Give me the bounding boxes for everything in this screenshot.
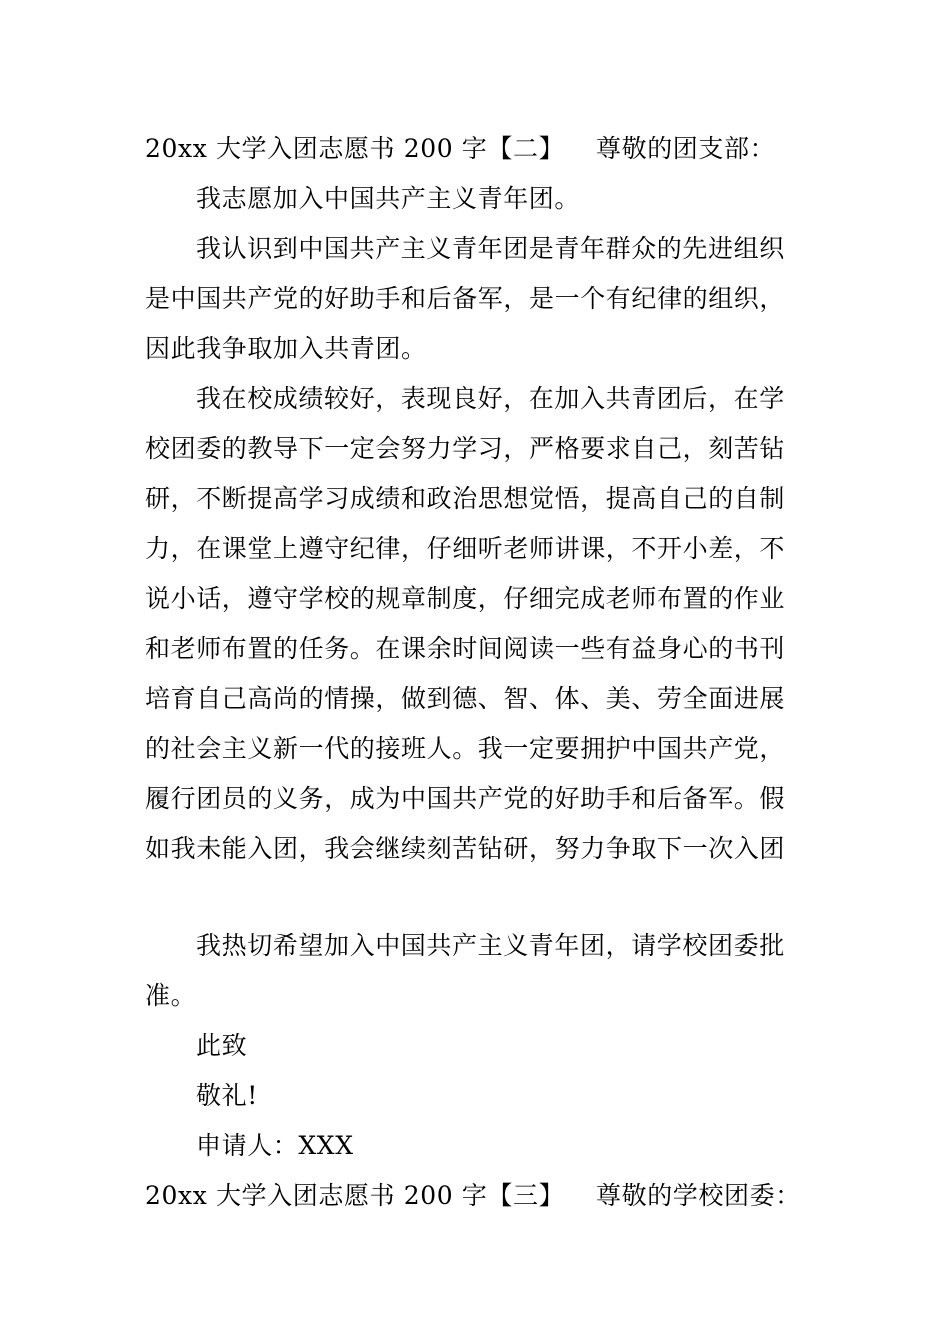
paragraph-4-line-2: 准。 (145, 981, 197, 1010)
section-2-title: 20xx 大学入团志愿书 200 字【二】 (145, 134, 565, 163)
paragraph-3-line-8: 的社会主义新一代的接班人。我一定要拥护中国共产党， (145, 734, 786, 763)
section-3-title: 20xx 大学入团志愿书 200 字【三】 (145, 1181, 565, 1210)
paragraph-3-line-4: 力，在课堂上遵守纪律，仔细听老师讲课，不开小差，不 (145, 534, 786, 563)
paragraph-3-line-9: 履行团员的义务，成为中国共产党的好助手和后备军。假 (145, 784, 786, 813)
paragraph-1-line-1: 我志愿加入中国共产主义青年团。 (196, 184, 581, 213)
paragraph-3-line-1: 我在校成绩较好，表现良好，在加入共青团后，在学 (196, 384, 785, 413)
paragraph-3-line-3: 研，不断提高学习成绩和政治思想觉悟，提高自己的自制 (145, 484, 786, 513)
paragraph-4-line-1: 我热切希望加入中国共产主义青年团，请学校团委批 (196, 931, 785, 960)
closing-cizhi: 此致 (196, 1031, 248, 1060)
paragraph-3-line-5: 说小话，遵守学校的规章制度，仔细完成老师布置的作业 (145, 584, 786, 613)
paragraph-3-line-10: 如我未能入团，我会继续刻苦钻研，努力争取下一次入团 (145, 834, 786, 863)
paragraph-3-line-6: 和老师布置的任务。在课余时间阅读一些有益身心的书刊 (145, 634, 786, 663)
section-2-salutation: 尊敬的团支部： (596, 134, 776, 163)
paragraph-3-line-2: 校团委的教导下一定会努力学习，严格要求自己，刻苦钻 (145, 434, 786, 463)
paragraph-2-line-3: 因此我争取加入共青团。 (145, 334, 427, 363)
paragraph-2-line-1: 我认识到中国共产主义青年团是青年群众的先进组织 (196, 234, 785, 263)
paragraph-2-line-2: 是中国共产党的好助手和后备军，是一个有纪律的组织， (145, 284, 786, 313)
closing-jingli: 敬礼! (196, 1081, 258, 1110)
section-3-salutation: 尊敬的学校团委： (596, 1181, 801, 1210)
applicant-signature: 申请人：XXX (196, 1131, 354, 1160)
paragraph-3-line-7: 培育自己高尚的情操，做到德、智、体、美、劳全面进展 (145, 684, 786, 713)
